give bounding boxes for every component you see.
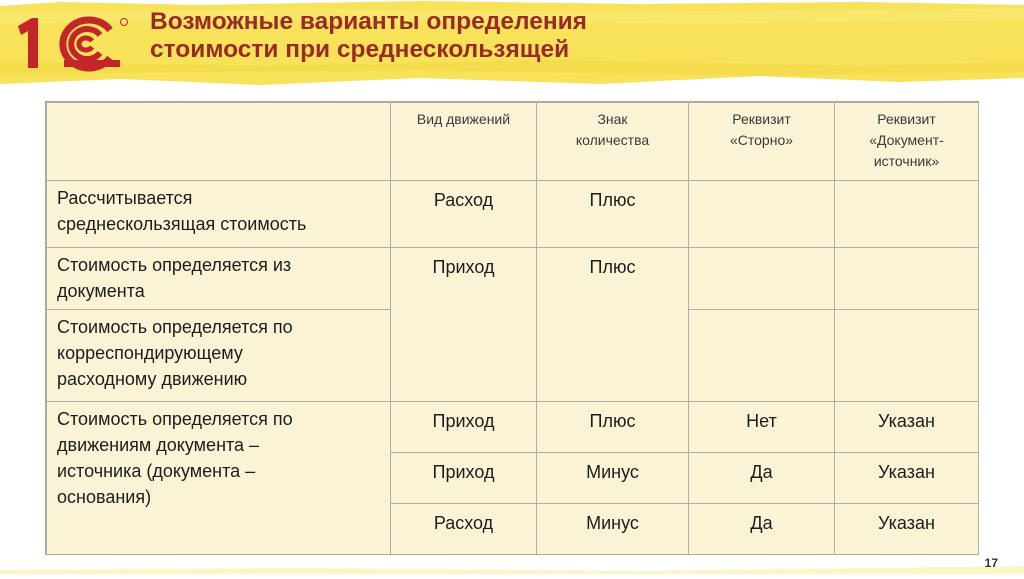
storno-cell: Нет xyxy=(689,402,835,453)
cost-variants-table xyxy=(45,101,979,555)
storno-cell xyxy=(689,181,835,248)
row-label: Рассчитывается среднескользящая стоимость xyxy=(47,181,391,248)
storno-cell xyxy=(689,248,835,310)
sign-cell: Минус xyxy=(537,504,689,555)
source-cell: Указан xyxy=(835,504,979,555)
source-cell xyxy=(835,181,979,248)
page-title xyxy=(150,8,910,64)
source-cell: Указан xyxy=(835,453,979,504)
1c-logo-icon xyxy=(8,12,136,74)
source-cell: Указан xyxy=(835,402,979,453)
storno-cell: Да xyxy=(689,504,835,555)
movement-cell: Приход xyxy=(391,248,537,402)
source-cell xyxy=(835,310,979,402)
header-cell-empty xyxy=(47,103,391,181)
sign-cell: Плюс xyxy=(537,181,689,248)
movement-cell: Расход xyxy=(391,504,537,555)
sign-cell: Минус xyxy=(537,453,689,504)
footer-decor xyxy=(0,556,1024,574)
table-row xyxy=(47,181,979,248)
header-cell-quantity-sign: Знак количества xyxy=(537,103,689,181)
movement-cell: Приход xyxy=(391,453,537,504)
row-label: Стоимость определяется по движениям документа – источника (документа – основания) xyxy=(47,402,391,555)
header-cell-source-document: Реквизит «Документ- источник» xyxy=(835,103,979,181)
table-row xyxy=(47,248,979,310)
header-cell-movement-type: Вид движений xyxy=(391,103,537,181)
movement-cell: Расход xyxy=(391,181,537,248)
header-cell-storno: Реквизит «Сторно» xyxy=(689,103,835,181)
storno-cell xyxy=(689,310,835,402)
row-label: Стоимость определяется по корреспондирующему расходному движению xyxy=(47,310,391,402)
storno-cell: Да xyxy=(689,453,835,504)
page-number: 17 xyxy=(984,556,998,570)
table-row xyxy=(47,402,979,453)
source-cell xyxy=(835,248,979,310)
row-label: Стоимость определяется из документа xyxy=(47,248,391,310)
page-title-line-1: Возможные варианты определения xyxy=(150,8,587,35)
page-title-line-2: стоимости при среднескользящей xyxy=(150,36,570,63)
sign-cell: Плюс xyxy=(537,402,689,453)
movement-cell: Приход xyxy=(391,402,537,453)
table-header-row xyxy=(47,103,979,181)
sign-cell: Плюс xyxy=(537,248,689,402)
